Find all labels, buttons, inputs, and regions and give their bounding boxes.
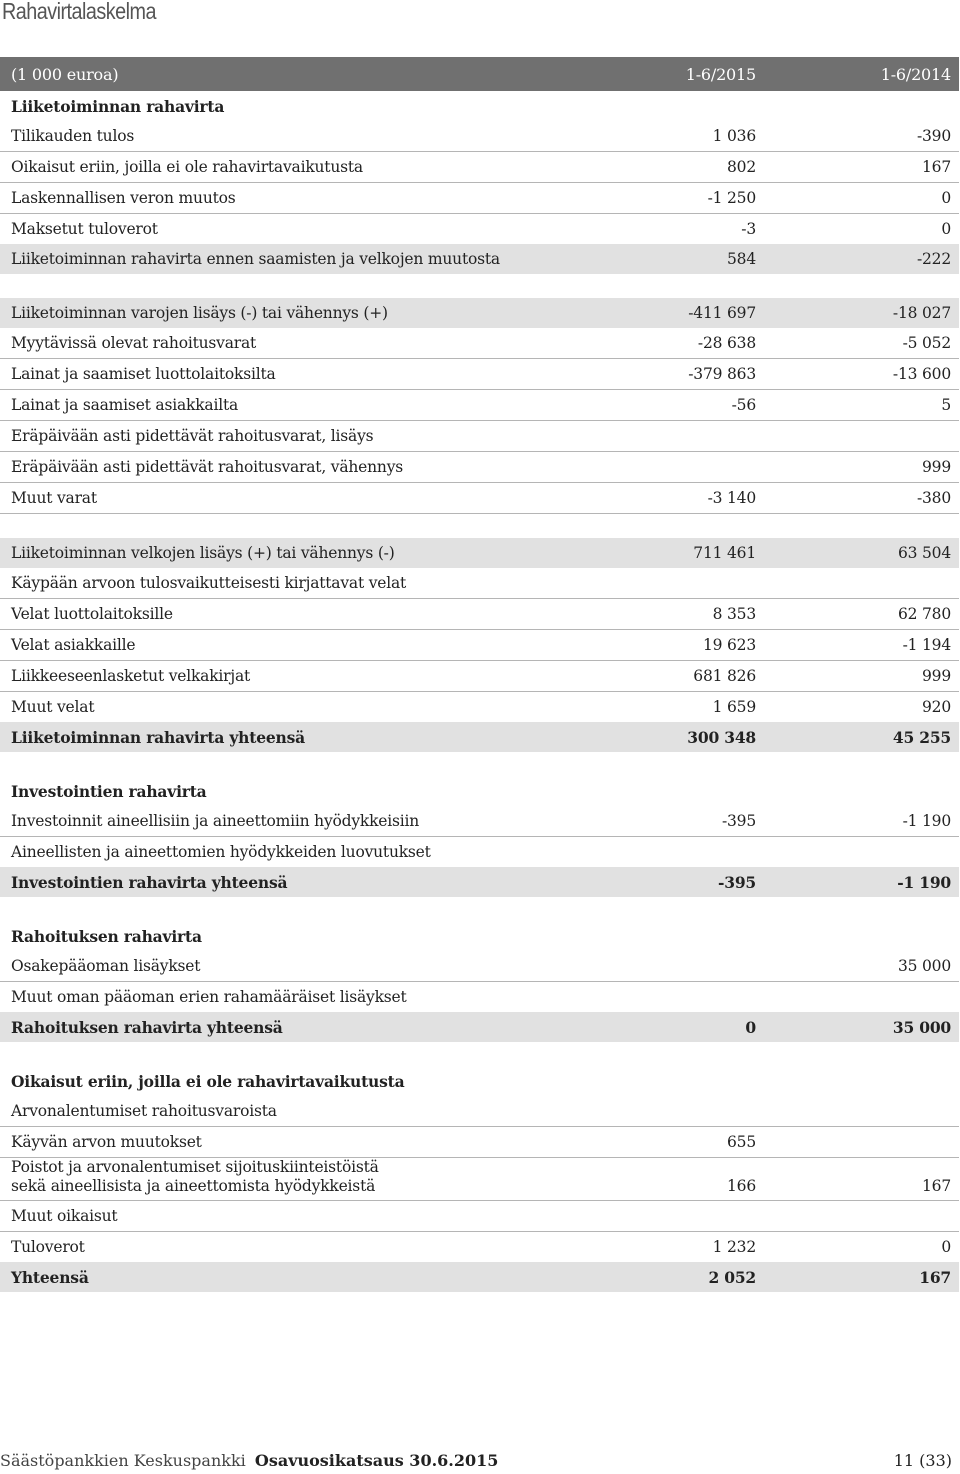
- table-row: Eräpäivään asti pidettävät rahoitusvarat, lisäys: [0, 421, 959, 452]
- header-period-1: 1-6/2015: [660, 57, 764, 91]
- table-row: Lainat ja saamiset asiakkailta -56 5: [0, 390, 959, 421]
- section-heading-adjustments: Oikaisut eriin, joilla ei ole rahavirtavaikutusta: [11, 1071, 405, 1091]
- table-row: Muut oikaisut: [0, 1201, 959, 1232]
- cash-flow-table: [0, 57, 959, 1292]
- header-unit: (1 000 euroa): [0, 57, 660, 91]
- table-row: Lainat ja saamiset luottolaitoksilta -379 863 -13 600: [0, 359, 959, 390]
- section-heading-operating: Liiketoiminnan rahavirta: [11, 96, 225, 116]
- subtotal-row: Liiketoiminnan rahavirta ennen saamisten ja velkojen muutosta 584 -222: [0, 244, 959, 274]
- section-heading-financing: Rahoituksen rahavirta: [11, 926, 202, 946]
- table-row: Liikkeeseenlasketut velkakirjat 681 826 999: [0, 661, 959, 692]
- table-row: Muut velat 1 659 920: [11, 697, 951, 716]
- table-row: Aineellisten ja aineettomien hyödykkeiden luovutukset: [11, 842, 431, 861]
- table-row: Tuloverot 1 232 0: [11, 1237, 951, 1256]
- page-title: Rahavirtalaskelma: [2, 0, 156, 24]
- footer-left: [0, 1451, 498, 1470]
- total-row-operating: Liiketoiminnan rahavirta yhteensä 300 348 45 255: [0, 722, 959, 752]
- page-footer: [0, 1451, 952, 1470]
- table-row: Tilikauden tulos 1 036 -390: [0, 121, 959, 152]
- footer-page-number: 11 (33): [893, 1451, 952, 1470]
- total-row-investing: Investointien rahavirta yhteensä -395 -1 190: [0, 867, 959, 897]
- table-row: Investoinnit aineellisiin ja aineettomiin hyödykkeisiin -395 -1 190: [0, 806, 959, 837]
- table-row: Arvonalentumiset rahoitusvaroista: [0, 1096, 959, 1127]
- table-row: Poistot ja arvonalentumiset sijoituskiinteistöistä sekä aineellisista ja aineettomista hyödykkeistä 166 167: [0, 1158, 959, 1201]
- table-row: Oikaisut eriin, joilla ei ole rahavirtavaikutusta 802 167: [0, 152, 959, 183]
- header-period-2: 1-6/2014: [764, 57, 959, 91]
- table-row: Myytävissä olevat rahoitusvarat -28 638 -5 052: [0, 328, 959, 359]
- assets-heading-row: Liiketoiminnan varojen lisäys (-) tai vähennys (+) -411 697 -18 027: [0, 298, 959, 328]
- table-row: Osakepääoman lisäykset 35 000: [0, 951, 959, 982]
- table-header-row: [0, 57, 959, 91]
- section-heading-investing: Investointien rahavirta: [11, 781, 207, 801]
- footer-company: Säästöpankkien Keskuspankki: [0, 1451, 246, 1470]
- table-row: Muut varat -3 140 -380: [0, 483, 959, 514]
- table-row: Käypään arvoon tulosvaikutteisesti kirjattavat velat: [0, 568, 959, 599]
- table-row: Laskennallisen veron muutos -1 250 0: [0, 183, 959, 214]
- total-row-adjustments: Yhteensä 2 052 167: [0, 1262, 959, 1292]
- liabilities-heading-row: Liiketoiminnan velkojen lisäys (+) tai vähennys (-) 711 461 63 504: [0, 538, 959, 568]
- total-row-financing: Rahoituksen rahavirta yhteensä 0 35 000: [0, 1012, 959, 1042]
- footer-document: Osavuosikatsaus 30.6.2015: [254, 1451, 499, 1470]
- table-row: Velat luottolaitoksille 8 353 62 780: [0, 599, 959, 630]
- table-row: Velat asiakkaille 19 623 -1 194: [0, 630, 959, 661]
- table-row: Maksetut tuloverot -3 0: [11, 219, 951, 238]
- table-row: Muut oman pääoman erien rahamääräiset lisäykset: [11, 987, 407, 1006]
- table-row: Käyvän arvon muutokset 655: [0, 1127, 959, 1158]
- table-row: Eräpäivään asti pidettävät rahoitusvarat, vähennys 999: [0, 452, 959, 483]
